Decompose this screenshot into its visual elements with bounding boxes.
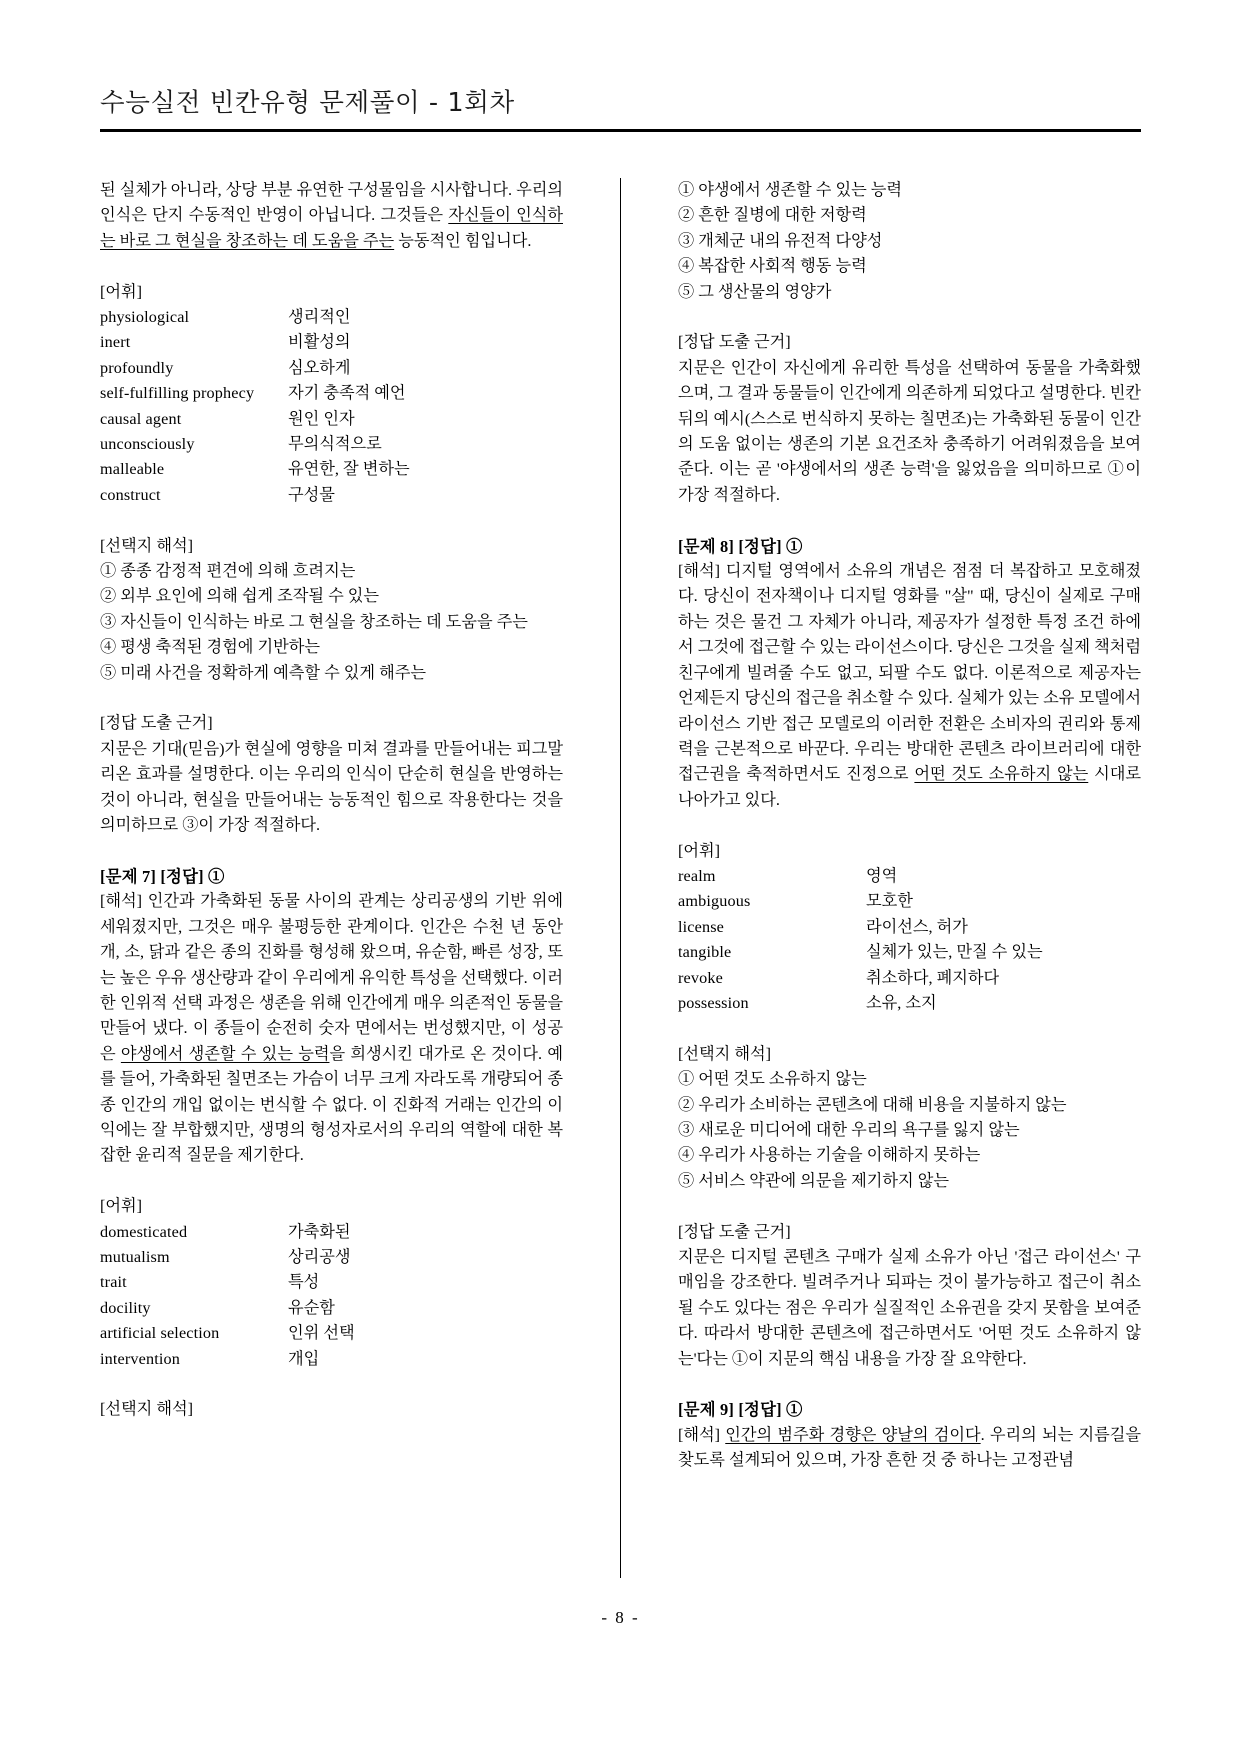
page-number: - 8 -: [601, 1608, 640, 1627]
right-column: [678, 178, 1141, 1578]
vocab-row: [678, 915, 1141, 940]
vocab-term: revoke: [678, 968, 723, 987]
vocab-term: domesticated: [100, 1222, 188, 1241]
choice-item: ⑤ 미래 사건을 정확하게 예측할 수 있게 해주는: [100, 663, 426, 682]
spacer: [100, 254, 563, 279]
vocabulary-table-2: [100, 1220, 563, 1372]
vocab-term: inert: [100, 333, 131, 352]
page-title: 수능실전 빈칸유형 문제풀이 - 1회차: [100, 88, 515, 118]
q7-explanation-tail: 을 희생시킨 대가로 온 것이다. 예를 들어, 가축화된 칠면조는 가슴이 너무 크게 자라도록 개량되어 종종 인간의 개입 없이는 번식할 수 없다. 이 진화적 거래는 인간의 이익에는 잘 부합했지만, 생명의 형성자로서의 우리의 역할에 대한 복잡한 윤리적 질문을 제기한다.: [100, 1044, 563, 1165]
vocab-meaning: 비활성의: [288, 333, 351, 352]
q9-explanation-tail: . 우리의 뇌는 지름길을 찾도록 설계되어 있으며, 가장 흔한 것 중 하나는 고정관념: [678, 1425, 1141, 1470]
rationale-text-q8: 지문은 디지털 콘텐츠 구매가 실제 소유가 아닌 '접근 라이선스' 구매임을 강조한다. 빌려주거나 되파는 것이 불가능하고 접근이 취소될 수도 있다는 점은 우리가 실질적인 소유권을 갖지 못함을 보여준다. 따라서 방대한 콘텐츠에 접근하면서도 '어떤 것도 소유하지 않는'다는 ①이 지문의 핵심 내용을 가장 잘 요약한다.: [678, 1247, 1141, 1368]
vocab-meaning: 원인 인자: [288, 409, 355, 428]
choices-label-2: [선택지 해석]: [100, 1400, 194, 1419]
document-header: [100, 88, 1141, 132]
vocab-meaning: 인위 선택: [288, 1324, 355, 1343]
choices-label-q8: [선택지 해석]: [678, 1044, 772, 1063]
vocab-meaning: 유연한, 잘 변하는: [288, 460, 410, 479]
vocab-term: physiological: [100, 308, 190, 327]
continued-passage-head: 된 실체가 아니라, 상당 부분 유연한 구성물임을 시사합니다. 우리의 인식은 단지 수동적인 반영이 아닙니다. 그것들은: [100, 181, 563, 225]
vocab-term: artificial selection: [100, 1324, 220, 1343]
vocab-term: unconsciously: [100, 435, 195, 454]
column-gap: [563, 178, 678, 1578]
vocab-meaning: 영역: [866, 866, 898, 885]
vocab-row: [100, 1347, 563, 1372]
vocab-meaning: 가축화된: [288, 1222, 351, 1241]
spacer: [678, 508, 1141, 533]
question-7-explanation: [100, 889, 563, 1168]
choice-item: ④ 평생 축적된 경험에 기반하는: [100, 638, 321, 657]
left-column: [100, 178, 563, 1578]
vocab-meaning: 유순함: [288, 1298, 335, 1317]
vocab-row: [678, 991, 1141, 1016]
vocab-row: [100, 457, 563, 482]
vocab-row: [100, 1296, 563, 1321]
vocab-meaning: 구성물: [288, 485, 335, 504]
vocab-row: [100, 1245, 563, 1270]
vocab-row: [678, 940, 1141, 965]
vocab-meaning: 심오하게: [288, 358, 351, 377]
choice-item: ③ 자신들이 인식하는 바로 그 현실을 창조하는 데 도움을 주는: [100, 612, 528, 631]
vocab-term: docility: [100, 1298, 151, 1317]
vocab-row: [100, 305, 563, 330]
vocab-row: [100, 1321, 563, 1346]
question-8-heading: [문제 8] [정답] ①: [678, 536, 803, 556]
q8-explanation-head: [해석] 디지털 영역에서 소유의 개념은 점점 더 복잡하고 모호해졌다. 당신이 전자책이나 디지털 영화를 "살" 때, 당신이 실제로 구매하는 것은 물건 그 자체가 아니라, 제공자가 설정한 특정 조건 하에서 그것에 접근할 수 있는 라이선스이다. 당신은 그것을 실제 책처럼 친구에게 빌려줄 수도 없고, 되팔 수도 없다. 이론적으로 제공자는 언제든지 당신의 접근을 취소할 수 있다. 실체가 있는 소유 모델에서 라이선스 기반 접근 모델로의 이러한 전환은 소비자의 권리와 통제력을 근본적으로 바꾼다. 우리는 방대한 콘텐츠 라이브러리에 대한 접근권을 축적하면서도 진정으로: [678, 562, 1141, 784]
vocab-meaning: 특성: [288, 1273, 320, 1292]
vocab-row: [100, 1220, 563, 1245]
q7-explanation-underlined: 야생에서 생존할 수 있는 능력: [120, 1044, 330, 1063]
spacer: [678, 1016, 1141, 1041]
vocab-term: mutualism: [100, 1247, 170, 1266]
spacer: [100, 1169, 563, 1194]
vocab-row: [100, 483, 563, 508]
choices-label-1: [선택지 해석]: [100, 536, 194, 555]
spacer: [678, 1194, 1141, 1219]
choice-item: ③ 새로운 미디어에 대한 우리의 욕구를 잃지 않는: [678, 1120, 1020, 1139]
vocab-term: possession: [678, 993, 749, 1012]
q9-explanation-underlined: 인간의 범주화 경향은 양날의 검이다: [725, 1425, 981, 1444]
vocab-row: [678, 889, 1141, 914]
vocab-meaning: 취소하다, 폐지하다: [866, 968, 1000, 987]
vocab-meaning: 자기 충족적 예언: [288, 384, 406, 403]
vocab-term: construct: [100, 485, 161, 504]
continued-passage-paragraph: [100, 178, 563, 254]
vocab-meaning: 소유, 소지: [866, 993, 937, 1012]
q8-explanation-tail: 시대로 나아가고 있다.: [678, 765, 1141, 809]
vocab-meaning: 모호한: [866, 892, 913, 911]
q7-explanation-head: [해석] 인간과 가축화된 동물 사이의 관계는 상리공생의 기반 위에 세워졌지만, 그것은 매우 불평등한 관계이다. 인간은 수천 년 동안 개, 소, 닭과 같은 종의 진화를 형성해 왔으며, 유순함, 빠른 성장, 또는 높은 우유 생산량과 같이 우리에게 유익한 특성을 선택했다. 이러한 인위적 선택 과정은 생존을 위해 인간에게 매우 의존적인 동물을 만들어 냈다. 이 종들이 순전히 숫자 면에서는 번성했지만, 이 성공은: [100, 892, 563, 1063]
vocab-meaning: 상리공생: [288, 1247, 351, 1266]
choice-item: ④ 우리가 사용하는 기술을 이해하지 못하는: [678, 1146, 981, 1165]
vocab-label-2: [어휘]: [100, 1197, 143, 1216]
spacer: [678, 1372, 1141, 1397]
vocab-term: license: [678, 917, 724, 936]
choice-item: ⑤ 서비스 약관에 의문을 제기하지 않는: [678, 1171, 949, 1190]
rationale-text-1: 지문은 기대(믿음)가 현실에 영향을 미쳐 결과를 만들어내는 피그말리온 효과를 설명한다. 이는 우리의 인식이 단순히 현실을 반영하는 것이 아니라, 현실을 만들어내는 능동적인 힘으로 작용한다는 것을 의미하므로 ③이 가장 적절하다.: [100, 739, 563, 835]
two-column-body: [100, 178, 1141, 1578]
choice-item: ① 야생에서 생존할 수 있는 능력: [678, 181, 903, 199]
vocab-term: tangible: [678, 943, 732, 962]
spacer: [678, 305, 1141, 330]
question-7-heading: [문제 7] [정답] ①: [100, 866, 225, 886]
vocab-term: trait: [100, 1273, 127, 1292]
choice-item: ⑤ 그 생산물의 영양가: [678, 282, 832, 301]
q9-explanation-head: [해석]: [678, 1425, 726, 1444]
title-divider: [100, 129, 1141, 132]
choice-item: ② 우리가 소비하는 콘텐츠에 대해 비용을 지불하지 않는: [678, 1095, 1067, 1114]
vocab-term: realm: [678, 866, 716, 885]
continued-passage-tail: 능동적인 힘입니다.: [394, 231, 532, 250]
vocab-row: [100, 381, 563, 406]
vocab-row: [100, 407, 563, 432]
vocabulary-table-q8: [678, 864, 1141, 1016]
vocab-term: malleable: [100, 460, 165, 479]
rationale-label-1: [정답 도출 근거]: [100, 714, 213, 733]
vocab-meaning: 실체가 있는, 만질 수 있는: [866, 943, 1043, 962]
question-8-explanation: [678, 559, 1141, 813]
vocab-label-1: [어휘]: [100, 282, 143, 301]
vocab-term: causal agent: [100, 409, 182, 428]
vocab-row: [100, 330, 563, 355]
page-footer: [0, 1608, 1241, 1628]
choice-item: ④ 복잡한 사회적 행동 능력: [678, 257, 867, 276]
vocab-row: [100, 1270, 563, 1295]
vocab-term: self-fulfilling prophecy: [100, 384, 255, 403]
vocab-row: [678, 864, 1141, 889]
question-9-explanation: [678, 1423, 1141, 1474]
vocab-label-q8: [어휘]: [678, 841, 721, 860]
vocab-term: ambiguous: [678, 892, 751, 911]
choice-item: ① 어떤 것도 소유하지 않는: [678, 1070, 867, 1089]
vocabulary-table-1: [100, 305, 563, 508]
vocab-term: profoundly: [100, 358, 174, 377]
spacer: [678, 813, 1141, 838]
vocab-row: [678, 966, 1141, 991]
choice-item: ② 외부 요인에 의해 쉽게 조작될 수 있는: [100, 587, 380, 606]
q8-explanation-underlined: 어떤 것도 소유하지 않는: [914, 765, 1089, 784]
rationale-label-q7: [정답 도출 근거]: [678, 333, 791, 352]
continued-passage-underlined: 자신들이 인식하는 바로 그 현실을 창조하는 데 도움을 주는: [100, 206, 563, 250]
spacer: [100, 1372, 563, 1397]
choice-item: ① 종종 감정적 편견에 의해 흐려지는: [100, 562, 356, 581]
rationale-label-q8: [정답 도출 근거]: [678, 1222, 791, 1241]
spacer: [100, 686, 563, 711]
question-9-heading: [문제 9] [정답] ①: [678, 1400, 803, 1420]
choice-item: ③ 개체군 내의 유전적 다양성: [678, 231, 883, 250]
vocab-row: [100, 432, 563, 457]
spacer: [100, 508, 563, 533]
vocab-term: intervention: [100, 1349, 181, 1368]
vocab-meaning: 라이선스, 허가: [866, 917, 968, 936]
column-divider: [620, 178, 621, 1578]
spacer: [100, 839, 563, 864]
vocab-meaning: 무의식적으로: [288, 435, 382, 454]
vocab-row: [100, 356, 563, 381]
vocab-meaning: 생리적인: [288, 308, 351, 327]
choice-item: ② 흔한 질병에 대한 저항력: [678, 206, 867, 225]
rationale-text-q7: 지문은 인간이 자신에게 유리한 특성을 선택하여 동물을 가축화했으며, 그 결과 동물들이 인간에게 의존하게 되었다고 설명한다. 빈칸 뒤의 예시(스스로 번식하지 못하는 칠면조)는 가축화된 동물이 인간의 도움 없이는 생존의 기본 요건조차 충족하기 어려워졌음을 보여준다. 이는 곧 '야생에서의 생존 능력'을 잃었음을 의미하므로 ①이 가장 적절하다.: [678, 358, 1141, 504]
vocab-meaning: 개입: [288, 1349, 320, 1368]
